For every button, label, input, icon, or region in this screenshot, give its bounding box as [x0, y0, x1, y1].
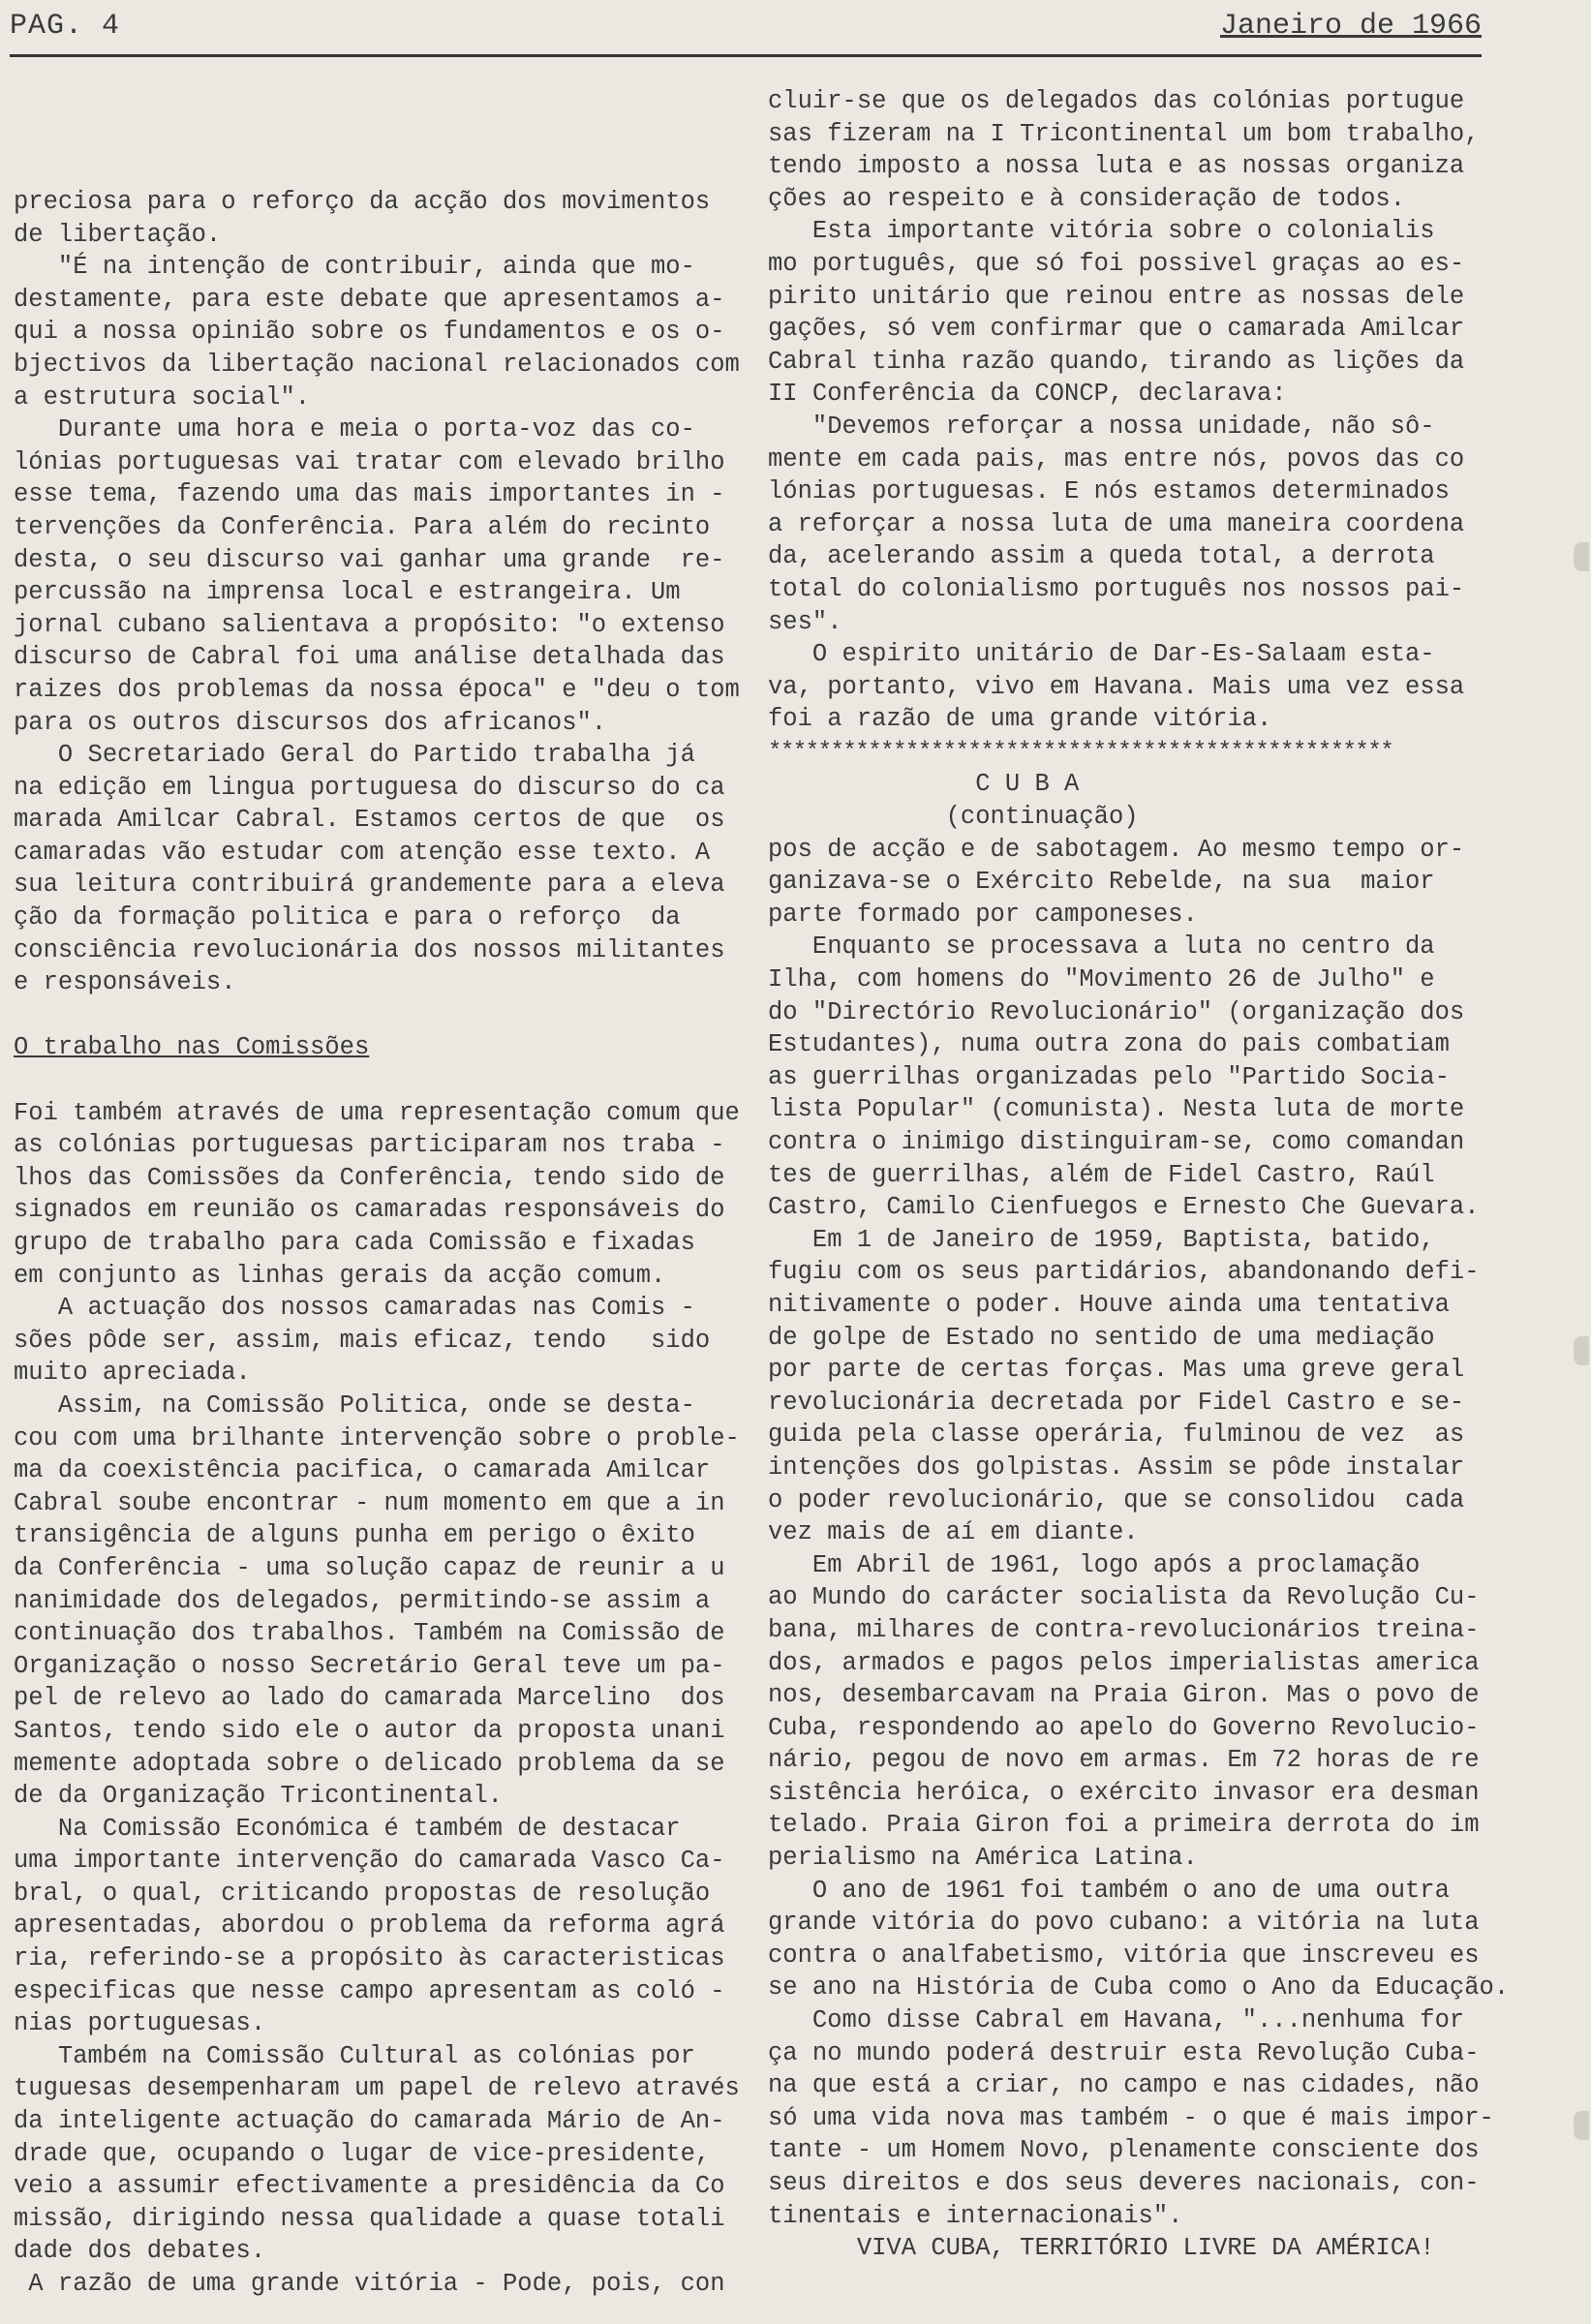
binder-hole [1574, 542, 1589, 571]
text-line: jornal cubano salientava a propósito: "o extenso [14, 610, 725, 639]
text-line: perialismo na América Latina. [768, 1844, 1198, 1873]
text-line: Cabral tinha razão quando, tirando as lições da [768, 347, 1465, 376]
text-line: va, portanto, vivo em Havana. Mais uma vez essa [768, 672, 1465, 701]
text-line: cluir-se que os delegados das colónias portugue [768, 87, 1465, 115]
text-line: II Conferência da CONCP, declarava: [768, 380, 1287, 409]
text-line: na que está a criar, no campo e nas cidades, não [768, 2071, 1480, 2100]
text-line: destamente, para este debate que apresentamos a- [14, 285, 725, 314]
text-line: total do colonialismo português nos nossos pai- [768, 574, 1465, 603]
text-line: A razão de uma grande vitória - Pode, pois, con [14, 2270, 725, 2298]
text-line: vez mais de aí em diante. [768, 1518, 1139, 1547]
text-line: tervenções da Conferência. Para além do recinto [14, 512, 711, 541]
text-line: o poder revolucionário, que se consolidou cada [768, 1485, 1465, 1514]
text-line: lhos das Comissões da Conferência, tendo sido de [14, 1163, 725, 1192]
text-line: ma da coexistência pacifica, o camarada Amilcar [14, 1456, 711, 1485]
text-line: Em 1 de Janeiro de 1959, Baptista, batido, [768, 1225, 1435, 1254]
text-line: nanimidade dos delegados, permitindo-se assim a [14, 1586, 711, 1615]
text-line: uma importante intervenção do camarada Vasco Ca- [14, 1847, 725, 1876]
text-line: só uma vida nova mas também - o que é mais impor- [768, 2103, 1494, 2132]
text-line: O trabalho nas Comissões [14, 1033, 370, 1062]
text-line: A actuação dos nossos camaradas nas Comis - [14, 1294, 695, 1323]
text-line: Durante uma hora e meia o porta-voz das co- [14, 415, 695, 444]
page-number: PAG. 4 [10, 10, 121, 43]
text-line: grande vitória do povo cubano: a vitória na luta [768, 1909, 1480, 1938]
text-line [14, 1064, 765, 1097]
text-line: em conjunto as linhas gerais da acção comum. [14, 1261, 666, 1290]
issue-date: Janeiro de 1966 [1219, 10, 1482, 43]
text-line: VIVA CUBA, TERRITÓRIO LIVRE DA AMÉRICA! [768, 2234, 1435, 2263]
text-line: esse tema, fazendo uma das mais importantes in - [14, 480, 725, 509]
text-line [14, 999, 765, 1032]
text-line: Enquanto se processava a luta no centro da [768, 933, 1435, 962]
text-line: contra o inimigo distinguiram-se, como comandan [768, 1128, 1465, 1156]
text-line: muito apreciada. [14, 1359, 251, 1388]
text-line: bral, o qual, criticando propostas de resolução [14, 1879, 711, 1908]
text-line: O ano de 1961 foi também o ano de uma outra [768, 1876, 1450, 1905]
text-line: Santos, tendo sido ele o autor da proposta unani [14, 1716, 725, 1745]
text-line: consciência revolucionária dos nossos militantes [14, 935, 725, 964]
text-line: Assim, na Comissão Politica, onde se desta- [14, 1391, 695, 1420]
text-line: ao Mundo do carácter socialista da Revolução Cu- [768, 1583, 1480, 1612]
text-line: signados em reunião os camaradas responsáveis do [14, 1196, 725, 1225]
text-line: sas fizeram na I Tricontinental um bom trabalho, [768, 119, 1480, 148]
text-line: O Secretariado Geral do Partido trabalha já [14, 741, 695, 770]
text-line: na edição em lingua portuguesa do discurso do ca [14, 773, 725, 802]
text-line: percussão na imprensa local e estrangeira. Um [14, 578, 681, 607]
text-line: ses". [768, 607, 842, 636]
text-line: drade que, ocupando o lugar de vice-presidente, [14, 2139, 711, 2168]
text-line: de da Organização Tricontinental. [14, 1782, 503, 1811]
text-line: parte formado por camponeses. [768, 900, 1198, 929]
left-column [14, 186, 765, 2301]
text-line: bana, milhares de contra-revolucionários treina- [768, 1615, 1480, 1644]
text-line: bjectivos da libertação nacional relacionados com [14, 350, 740, 379]
binder-hole [1574, 2111, 1589, 2140]
text-line: "É na intenção de contribuir, ainda que mo- [14, 253, 695, 282]
text-line: Foi também através de uma representação comum que [14, 1098, 740, 1127]
text-line: grupo de trabalho para cada Comissão e fixadas [14, 1229, 695, 1257]
text-line: cou com uma brilhante intervenção sobre o proble- [14, 1423, 740, 1452]
text-line: ria, referindo-se a propósito às caracteristicas [14, 1944, 725, 1973]
text-line: Cuba, respondendo ao apelo do Governo Revolucio- [768, 1713, 1480, 1742]
text-line: nos, desembarcavam na Praia Giron. Mas o povo de [768, 1681, 1480, 1710]
text-line: da, acelerando assim a queda total, a derrota [768, 542, 1435, 571]
text-line: Estudantes), numa outra zona do pais combatiam [768, 1030, 1450, 1059]
text-line: Ilha, com homens do "Movimento 26 de Julho" e [768, 965, 1435, 994]
text-line: a estrutura social". [14, 382, 311, 412]
text-line: foi a razão de uma grande vitória. [768, 705, 1272, 734]
text-line: por parte de certas forças. Mas uma greve geral [768, 1356, 1465, 1385]
text-line: mente em cada pais, mas entre nós, povos das co [768, 444, 1465, 474]
text-line: Esta importante vitória sobre o colonialis [768, 217, 1435, 246]
text-line: contra o analfabetismo, vitória que inscreveu es [768, 1941, 1480, 1970]
text-line: da inteligente actuação do camarada Mário de An- [14, 2107, 725, 2136]
text-line: dos, armados e pagos pelos imperialistas america [768, 1648, 1480, 1677]
text-line: fugiu com os seus partidários, abandonando defi- [768, 1258, 1480, 1287]
text-line: seus direitos e dos seus deveres nacionais, con- [768, 2169, 1480, 2197]
text-line: ************************************************** [768, 738, 1393, 765]
text-line: tinentais e internacionais". [768, 2201, 1183, 2230]
text-line: marada Amilcar Cabral. Estamos certos de que os [14, 806, 725, 835]
text-line: apresentadas, abordou o problema da reforma agrá [14, 1911, 725, 1941]
text-line: preciosa para o reforço da acção dos movimentos [14, 188, 711, 216]
text-line: tendo imposto a nossa luta e as nossas organiza [768, 152, 1465, 181]
right-column [768, 85, 1510, 2265]
text-line: ça no mundo poderá destruir esta Revolução Cuba- [768, 2038, 1480, 2067]
text-line: pos de acção e de sabotagem. Ao mesmo tempo or- [768, 835, 1465, 864]
text-line: continuação dos trabalhos. Também na Comissão de [14, 1619, 725, 1648]
text-line: qui a nossa opinião sobre os fundamentos e os o- [14, 318, 725, 347]
text-line: gações, só vem confirmar que o camarada Amilcar [768, 315, 1465, 344]
text-line: revolucionária decretada por Fidel Castro e se- [768, 1388, 1465, 1417]
text-line: discurso de Cabral foi uma análise detalhada das [14, 643, 725, 672]
text-line: Como disse Cabral em Havana, "...nenhuma for [768, 2006, 1465, 2035]
text-line: Também na Comissão Cultural as colónias por [14, 2041, 695, 2070]
text-line: memente adoptada sobre o delicado problema da se [14, 1749, 725, 1778]
binder-hole [1574, 1336, 1589, 1365]
text-line: ções ao respeito e à consideração de todos. [768, 184, 1406, 213]
text-line: as guerrilhas organizadas pelo "Partido Socia- [768, 1062, 1450, 1091]
text-line: sões pôde ser, assim, mais eficaz, tendo sido [14, 1326, 711, 1355]
text-line: "Devemos reforçar a nossa unidade, não sô- [768, 412, 1435, 441]
text-line: tuguesas desempenharam um papel de relevo através [14, 2074, 740, 2103]
text-line: veio a assumir efectivamente a presidência da Co [14, 2172, 725, 2201]
text-line: para os outros discursos dos africanos". [14, 708, 607, 737]
text-line: de libertação. [14, 220, 222, 249]
text-line: O espirito unitário de Dar-Es-Salaam esta- [768, 640, 1435, 669]
text-line: ganizava-se o Exército Rebelde, na sua maior [768, 868, 1435, 897]
text-line: guida pela classe operária, fulminou de vez as [768, 1421, 1465, 1450]
text-line: ção da formação politica e para o reforço da [14, 903, 681, 933]
text-line: camaradas vão estudar com atenção esse texto. A [14, 838, 711, 867]
text-line: lista Popular" (comunista). Nesta luta de morte [768, 1095, 1465, 1124]
text-line: a reforçar a nossa luta de uma maneira coordena [768, 509, 1465, 538]
text-line: Na Comissão Económica é também de destacar [14, 1814, 681, 1843]
text-line: Organização o nosso Secretário Geral teve um pa- [14, 1651, 725, 1680]
text-line: Cabral soube encontrar - num momento em que a in [14, 1488, 725, 1517]
text-line: pel de relevo ao lado do camarada Marcelino dos [14, 1684, 725, 1713]
text-line: desta, o seu discurso vai ganhar uma grande re- [14, 545, 725, 574]
text-line: especificas que nesse campo apresentam as coló - [14, 1976, 725, 2005]
text-line: nitivamente o poder. Houve ainda uma tentativa [768, 1290, 1450, 1319]
text-line: as colónias portuguesas participaram nos traba - [14, 1131, 725, 1160]
text-line: de golpe de Estado no sentido de uma mediação [768, 1323, 1435, 1352]
text-line: C U B A [768, 770, 1080, 799]
text-line: pirito unitário que reinou entre as nossas dele [768, 282, 1465, 311]
text-line: telado. Praia Giron foi a primeira derrota do im [768, 1811, 1480, 1840]
text-line: nário, pegou de novo em armas. Em 72 horas de re [768, 1746, 1480, 1775]
text-line: raizes dos problemas da nossa época" e "deu o tom [14, 675, 740, 704]
text-line: lónias portuguesas vai tratar com elevado brilho [14, 447, 725, 476]
text-line: lónias portuguesas. E nós estamos determinados [768, 477, 1450, 506]
page-header [10, 10, 1482, 57]
text-line: missão, dirigindo nessa qualidade a quase totali [14, 2204, 725, 2233]
text-line: tante - um Homem Novo, plenamente consciente dos [768, 2136, 1480, 2165]
text-line: se ano na História de Cuba como o Ano da Educação. [768, 1973, 1510, 2003]
text-line: Castro, Camilo Cienfuegos e Ernesto Che Guevara. [768, 1193, 1480, 1222]
text-line: sistência heróica, o exército invasor era desman [768, 1778, 1480, 1807]
text-line: intenções dos golpistas. Assim se pôde instalar [768, 1452, 1465, 1482]
text-line: mo português, que só foi possivel graças ao es- [768, 249, 1465, 278]
text-line: Em Abril de 1961, logo após a proclamação [768, 1550, 1421, 1579]
text-line: transigência de alguns punha em perigo o êxito [14, 1521, 695, 1550]
text-line: e responsáveis. [14, 968, 236, 997]
text-line: (continuação) [768, 803, 1139, 832]
text-line: do "Directório Revolucionário" (organização dos [768, 997, 1465, 1026]
text-line: tes de guerrilhas, além de Fidel Castro, Raúl [768, 1160, 1435, 1189]
text-line: nias portuguesas. [14, 2009, 266, 2038]
text-line: dade dos debates. [14, 2237, 266, 2266]
text-line: da Conferência - uma solução capaz de reunir a u [14, 1553, 725, 1582]
text-line: sua leitura contribuirá grandemente para a eleva [14, 871, 725, 900]
